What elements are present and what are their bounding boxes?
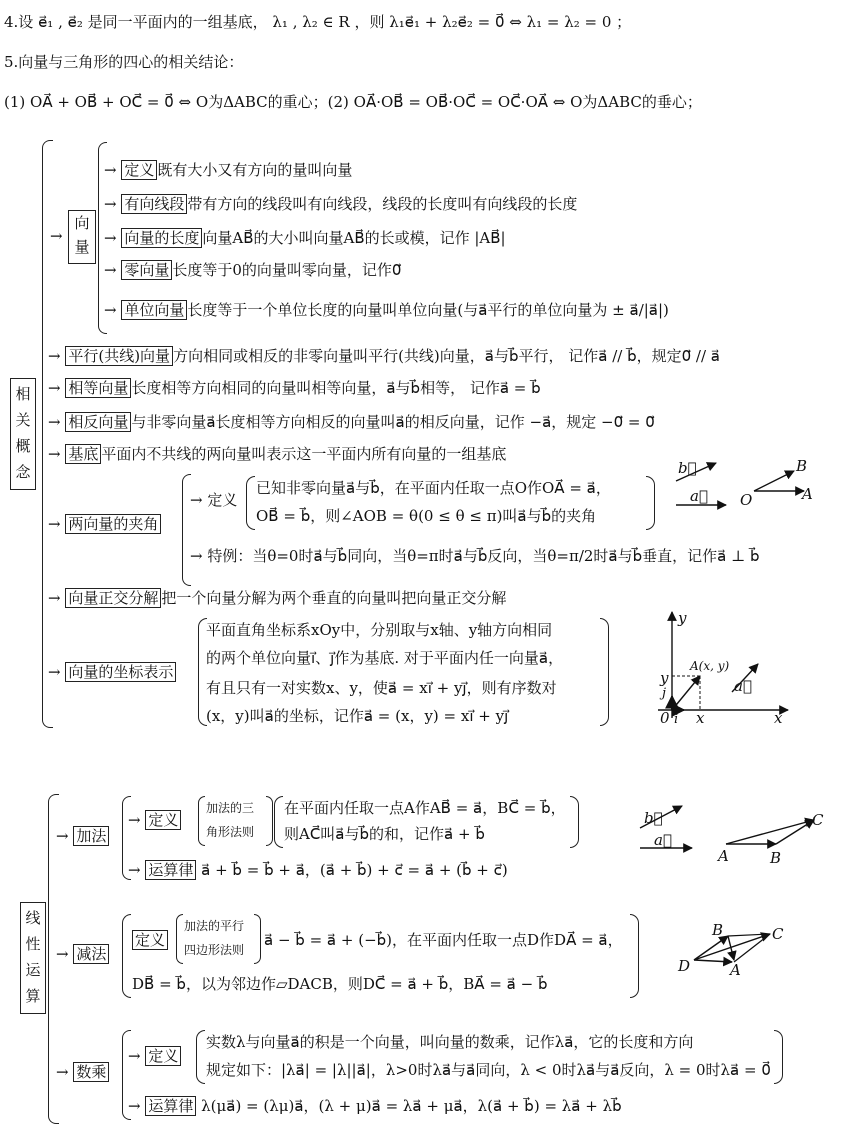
add-label-b: b⃗ <box>644 809 663 827</box>
sub-brace-right <box>630 914 639 998</box>
sub-rule-name-1: 加法的平行 <box>184 919 245 933</box>
item-4: 4.设 e⃗₁ , e⃗₂ 是同一平面内的一组基底， λ₁ , λ₂ ∈ R ，则 λ₁e⃗₁ + λ₂e⃗₂ = 0⃗ ⇔ λ₁ = λ₂ = 0 ； <box>4 13 632 31</box>
coord-label-y: y <box>660 669 669 687</box>
angle-def-paren-left <box>246 476 255 530</box>
concept-orthogonal: → 向量正交分解 把一个向量分解为两个垂直的向量叫把向量正交分解 <box>48 589 507 607</box>
sub-label-B: B <box>712 921 724 939</box>
coord-line-4: (x，y)叫a⃗的坐标，记作a⃗ = (x，y) = xi⃗ + yj⃗ <box>206 707 509 725</box>
sub-label-D: D <box>678 957 691 975</box>
angle-label-A: A <box>802 485 813 503</box>
sub-vector-DA <box>694 960 732 962</box>
mul-def-paren-right <box>774 1030 783 1084</box>
mul-law: → 运算律 λ(μa⃗) = (λμ)a⃗，(λ + μ)a⃗ = λa⃗ + μa⃗，λ(a⃗ + b⃗) = λa⃗ + λb⃗ <box>128 1097 622 1115</box>
coord-vector-OA <box>672 676 700 710</box>
add-rule-name-2: 角形法则 <box>206 825 255 839</box>
angle-def-line-1: 已知非零向量a⃗与b⃗，在平面内任取一点O作OA⃗ = a⃗， <box>256 479 611 497</box>
add-rule-name-1: 加法的三 <box>206 801 255 815</box>
concept-opposite: → 相反向量 与非零向量a⃗长度相等方向相反的向量叫a⃗的相反向量，记作 −a⃗，规定 −0⃗ = 0⃗ <box>48 413 655 431</box>
op-mul: → 数乘 <box>56 1062 109 1082</box>
add-label-C: C <box>812 811 824 829</box>
concept-parallel: → 平行(共线)向量 方向相同或相反的非零向量叫平行(共线)向量，a⃗与b⃗平行， 记作a⃗ // b⃗，规定0⃗ // a⃗ <box>48 347 720 365</box>
sub-vector-DC <box>694 934 770 960</box>
add-def: → 定义 <box>128 810 181 830</box>
coord-label-x-axis: x <box>774 709 783 727</box>
mul-def-line-1: 实数λ与向量a⃗的积是一个向量，叫向量的数乘，记作λa⃗，它的长度和方向 <box>206 1033 694 1051</box>
concept-basis: → 基底 平面内不共线的两向量叫表示这一平面内所有向量的一组基底 <box>48 445 507 463</box>
coord-line-3: 有且只有一对实数x、y，使a⃗ = xi⃗ + yj⃗，则有序数对 <box>206 679 557 697</box>
coord-line-1: 平面直角坐标系xOy中，分别取与x轴、y轴方向相同 <box>206 621 553 639</box>
mul-def-line-2: 规定如下：|λa⃗| = |λ||a⃗|，λ>0时λa⃗与a⃗同向，λ < 0时λa⃗与a⃗反向，λ = 0时λa⃗ = 0⃗ <box>206 1061 771 1079</box>
sub-rule-name-2: 四边形法则 <box>184 943 245 957</box>
add-label-A: A <box>718 847 729 865</box>
vector-item-unit: → 单位向量 长度等于一个单位长度的向量叫单位向量(与a⃗平行的单位向量为 ± a⃗/|a⃗|) <box>104 301 669 319</box>
angle-def-line-2: OB⃗ = b⃗，则∠AOB = θ(0 ≤ θ ≤ π)叫a⃗与b⃗的夹角 <box>256 507 597 525</box>
item-5-detail: (1) OA⃗ + OB⃗ + OC⃗ = 0⃗ ⇔ O为ΔABC的重心；(2) OA⃗·OB⃗ = OB⃗·OC⃗ = OC⃗·OA⃗ ⇔ O为ΔABC的垂心； <box>4 93 702 111</box>
add-def-paren-left <box>274 796 283 848</box>
add-def-line-2: 则AC⃗叫a⃗与b⃗的和，记作a⃗ + b⃗ <box>284 825 485 843</box>
sub-def-line-2: DB⃗ = b⃗，以为邻边作▱DACB，则DC⃗ = a⃗ + b⃗，BA⃗ = a⃗ − b⃗ <box>132 975 548 993</box>
coord-paren-right <box>600 618 609 726</box>
vector-item-definition: → 定义 既有大小又有方向的量叫向量 <box>104 161 353 179</box>
angle-def-label: → 定义 <box>190 491 238 509</box>
vector-item-directed-segment: → 有向线段 带有方向的线段叫有向线段，线段的长度叫有向线段的长度 <box>104 195 578 213</box>
sub-rule-paren-right <box>254 914 261 964</box>
arrow: → <box>50 227 63 245</box>
add-rule-paren-right <box>266 796 273 846</box>
coord-label-x: x <box>696 709 705 727</box>
angle-label-a: a⃗ <box>690 487 708 505</box>
angle-label-b: b⃗ <box>678 459 697 477</box>
mul-def-paren-left <box>196 1030 205 1084</box>
angle-vector-OB <box>754 471 794 491</box>
item-5: 5.向量与三角形的四心的相关结论： <box>4 53 244 71</box>
vector-item-length: → 向量的长度 向量AB⃗的大小叫向量AB⃗的长或模，记作 |AB⃗| <box>104 229 506 247</box>
coord-label-j: j <box>662 686 667 701</box>
add-vector-AC <box>726 820 814 844</box>
sub-def: 定义 <box>132 930 168 950</box>
coord-label-y-axis: y <box>678 609 687 627</box>
add-vector-BC <box>776 820 814 844</box>
op-sub: → 减法 <box>56 944 109 964</box>
vector-item-zero: → 零向量 长度等于0的向量叫零向量，记作0⃗ <box>104 261 402 279</box>
op-add: → 加法 <box>56 826 109 846</box>
add-label-B: B <box>770 849 782 867</box>
mul-def: → 定义 <box>128 1046 181 1066</box>
add-def-paren-right <box>570 796 579 848</box>
coord-label-i: i <box>674 712 679 727</box>
coord-label-a: a⃗ <box>734 677 752 695</box>
add-rule-paren-left <box>198 796 205 846</box>
add-law: → 运算律 a⃗ + b⃗ = b⃗ + a⃗，(a⃗ + b⃗) + c⃗ = a⃗ + (b⃗ + c⃗) <box>128 861 508 879</box>
sub-edge-AC <box>734 934 770 962</box>
concept-angle: → 两向量的夹角 <box>48 514 161 534</box>
angle-label-B: B <box>796 457 808 475</box>
coord-label-point: A(x, y) <box>690 659 730 673</box>
sub-def-line-1: a⃗ − b⃗ = a⃗ + (−b⃗)，在平面内任取一点D作DA⃗ = a⃗， <box>264 931 623 949</box>
coord-label-origin: 0 <box>660 709 670 727</box>
concept-coordinate: → 向量的坐标表示 <box>48 662 176 682</box>
angle-special: → 特例：当θ=0时a⃗与b⃗同向，当θ=π时a⃗与b⃗反向，当θ=π/2时a⃗与b⃗垂直，记作a⃗ ⊥ b⃗ <box>190 547 760 565</box>
sub-label-C: C <box>772 925 784 943</box>
angle-def-paren-right <box>646 476 655 530</box>
sub-label-A: A <box>730 961 741 979</box>
add-label-a: a⃗ <box>654 831 672 849</box>
sub-rule-paren-left <box>176 914 183 964</box>
concepts-group-label: 相关概念 <box>10 378 36 490</box>
concept-equal: → 相等向量 长度相等方向相同的向量叫相等向量，a⃗与b⃗相等， 记作a⃗ = b⃗ <box>48 379 541 397</box>
coord-line-2: 的两个单位向量i⃗、j⃗作为基底. 对于平面内任一向量a⃗， <box>206 649 564 667</box>
add-def-line-1: 在平面内任取一点A作AB⃗ = a⃗，BC⃗ = b⃗， <box>284 799 566 817</box>
angle-label-O: O <box>740 491 753 509</box>
operations-group-label: 线性运算 <box>20 902 46 1014</box>
sub-brace <box>122 914 131 998</box>
vector-label: 向量 <box>68 210 96 264</box>
